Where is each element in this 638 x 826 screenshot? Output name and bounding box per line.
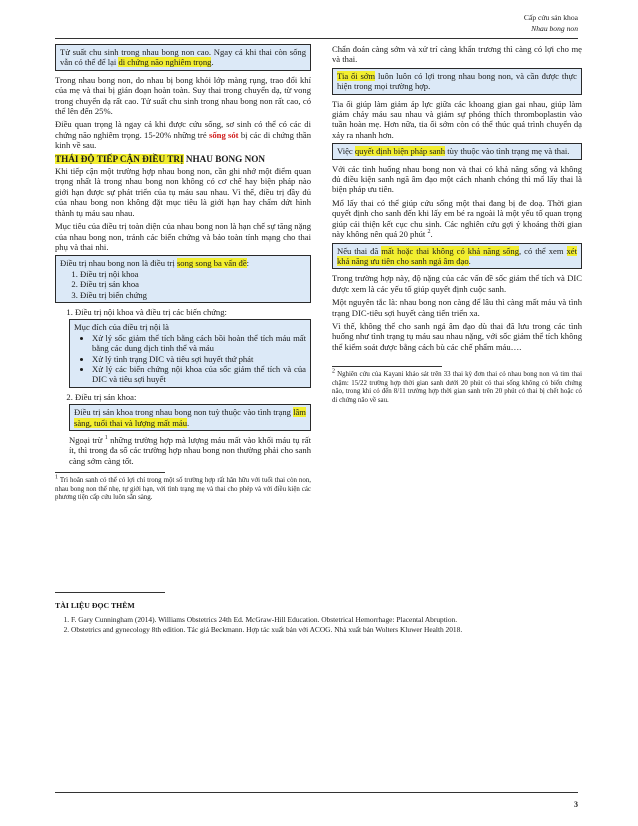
footer-rule — [55, 792, 578, 793]
footnote-rule — [332, 366, 442, 367]
section-heading: THÁI ĐỘ TIẾP CẬN ĐIỀU TRỊ NHAU BONG NON — [55, 153, 265, 164]
refs-rule — [55, 592, 165, 593]
header-title: Cấp cứu sản khoa — [523, 13, 578, 22]
highlight: di chứng não nghiêm trọng — [118, 57, 212, 68]
list-item: 1. Điều trị nội khoa và điều trị các biến chứng: — [75, 307, 311, 317]
paragraph: Mục tiêu của điều trị toàn diện của nhau bong non là hạn chế sự tăng nặng của nhau bong non, tránh các biến chứng và bảo toàn tính mạng cho thai phụ và thai nhi. — [55, 221, 311, 252]
footnote-2: $^2$ Nghiên cứu của Kayani khảo sát trên 33 thai kỳ đơn thai có nhau bong non và tim thai chậm: 15/22 trường hợp thời gian sanh dưới 20 phút có thai sống không có biến chứng não, trong khi có đến 8/11 trường hợp thời gian sanh trên 20 phút có thai bị chết hoặc có di chứng não về sau. — [332, 368, 582, 404]
callout-delivery-decision: Việc quyết định biện pháp sanh tùy thuộc vào tình trạng mẹ và thai. — [332, 143, 582, 159]
callout-early-amniotomy: Tia ối sớm luôn luôn có lợi trong nhau bong non, và cần được thực hiện trong mọi trường hợp. — [332, 68, 582, 95]
refs-title: TÀI LIỆU ĐỌC THÊM — [55, 601, 135, 610]
paragraph: Với các tình huống nhau bong non và thai có khả năng sống và không đủ điều kiện sanh ngã âm đạo một cách nhanh chóng thì mổ lấy thai là biện pháp ưu tiên. — [332, 163, 582, 195]
callout-perinatal-mortality: Tử suất chu sinh trong nhau bong non cao. Ngay cả khi thai còn sống vẫn có thể để lại di chứng não nghiêm trọng. — [55, 44, 311, 71]
further-reading — [55, 592, 578, 635]
paragraph: Điều quan trọng là ngay cả khi được cứu sống, sơ sinh có thể có các di chứng não nghiêm trọng. 15-20% những trẻ sống sót bị các di chứng thần kinh về sau. — [55, 119, 311, 151]
paragraph: Một nguyên tắc là: nhau bong non càng để lâu thì càng mất máu và tình trạng DIC-tiêu sợi huyết càng tiến triển xa. — [332, 297, 582, 318]
ref-item: 1. F. Gary Cunningham (2014). Williams Obstetrics 24th Ed. McGraw-Hill Education. Obstetrical Hemorrhage: Placental Abruption. — [71, 615, 578, 625]
paragraph: Chẩn đoán càng sớm và xử trí càng khẩn trương thì càng có lợi cho mẹ và thai. — [332, 44, 582, 65]
refs-list — [55, 615, 578, 635]
callout-obstetric-treatment: Điều trị sản khoa trong nhau bong non tuỳ thuộc vào tình trạng lâm sàng, tuổi thai và lượng mất máu. — [69, 404, 311, 431]
callout-medical-goals: Mục đích của điều trị nội là • Xử lý sốc giảm thể tích bằng cách bồi hoàn thể tích máu mất bằng các dung dịch tinh thể và máu • Xử lý tình trạng DIC và tiêu sợi huyết thứ phát • Xử lý các biến chứng nội khoa của sốc giảm thể tích và của DIC và tiêu sợi huyết — [69, 319, 311, 387]
page-number: 3 — [574, 800, 578, 809]
paragraph: Khi tiếp cận một trường hợp nhau bong non, cần ghi nhớ một điểm quan trọng nhất là trong nhau bong non không có cơ chế hay biện pháp nào giới hạn được sự phát triển của tụ máu sau nhau. Vì thế, điều trị đầy đủ của nhau bong non không đặt mục tiêu là giới hạn hay chấm dứt hình thành tụ máu sau nhau. — [55, 166, 311, 218]
treatment-detail-list-1 — [55, 307, 311, 317]
ref-item: 2. Obstetrics and gynecology 8th edition. Tác giả Beckmann. Hợp tác xuất bản với ACOG. Nhà xuất bản Wolters Kluwer Health 2018. — [71, 625, 578, 635]
footnote-1: $^1$ Trì hoãn sanh có thể có lợi chỉ trong một số trường hợp rất hãn hữu với tuổi thai còn non, nhau bong non thể nhẹ, tự giới hạn, với tình trạng mẹ và thai cho phép và với điều kiện các phương tiện cấp cứu luôn sẵn sàng. — [55, 474, 311, 502]
callout-vaginal-delivery: Nếu thai đã mất hoặc thai không có khả năng sống, có thể xem xét khả năng ưu tiên cho sanh ngả âm đạo. — [332, 243, 582, 270]
list-item: • Xử lý các biến chứng nội khoa của sốc giảm thể tích và của DIC và tiêu sợi huyết — [92, 364, 306, 385]
list-item: • Xử lý tình trạng DIC và tiêu sợi huyết thứ phát — [92, 354, 306, 364]
list-item: 1. Điều trị nội khoa — [80, 269, 306, 279]
callout-three-treatments: Điều trị nhau bong non là điều trị song song ba vấn đề: 1. Điều trị nội khoa 2. Điều trị sản khoa 3. Điều trị biến chứng — [55, 255, 311, 303]
list-item: 2. Điều trị sản khoa — [80, 279, 306, 289]
list-item: 2. Điều trị sản khoa: — [75, 392, 311, 402]
footnote-rule — [55, 472, 165, 473]
paragraph: Trong nhau bong non, do nhau bị bong khỏi lớp màng rụng, trao đổi khí của mẹ và thai bị gián đoạn hoàn toàn. Suy thai trong chuyển dạ, từ vong trong chuyển dạ rất cao. Tử suất chu sinh trong nhau bong non rất cao, có thể lên đến 25%. — [55, 74, 311, 117]
right-column — [332, 44, 582, 406]
header-rule — [55, 38, 578, 39]
paragraph: Tia ối giúp làm giảm áp lực giữa các khoang gian gai nhau, giúp làm giảm chảy máu sau nhau và giảm sự phóng thích thromboplastin vào tuần hoàn mẹ. Hơn nữa, tia ối sớm còn có thể thúc quá trình chuyển dạ xảy ra nhanh hơn. — [332, 98, 582, 140]
paragraph: Trong trường hợp này, độ nặng của các vấn đề sốc giảm thể tích và DIC được xem là các yếu tố giúp quyết định cuộc sanh. — [332, 273, 582, 294]
list-item: 3. Điều trị biến chứng — [80, 290, 306, 300]
running-header — [524, 12, 578, 34]
paragraph: Ngoại trừ $^1$ những trường hợp mà lượng máu mất vào khối máu tụ rất ít, thì trong đa số các trường hợp nhau bong non thường phải cho sanh càng sớm càng tốt. — [69, 435, 312, 466]
bullet-list — [74, 333, 306, 385]
header-subtitle: Nhau bong non — [531, 24, 578, 33]
left-column — [55, 44, 311, 503]
treatment-list — [60, 269, 306, 300]
paragraph: Vì thế, không thể cho sanh ngả âm đạo dù thai đã lưu trong các tình huống như tình trạng tụ máu sau nhau nặng, với sốc giảm thể tích không thể kiểm soát được bằng cách bù các chế phẩm máu…. — [332, 320, 582, 352]
paragraph: Mổ lấy thai có thể giúp cứu sống một thai đang bị đe doạ. Thời gian quyết định cho sanh đến khi lấy em bé ra ngoài là một yếu tố quan trọng giúp cải thiện kết cục chu sinh. Các nghiên cứu gợi ý khoảng thời gian này không nên quá 20 phút $^2$. — [332, 197, 582, 240]
list-item: • Xử lý sốc giảm thể tích bằng cách bồi hoàn thể tích máu mất bằng các dung dịch tinh thể và máu — [92, 333, 306, 354]
treatment-detail-list-2 — [55, 392, 311, 402]
